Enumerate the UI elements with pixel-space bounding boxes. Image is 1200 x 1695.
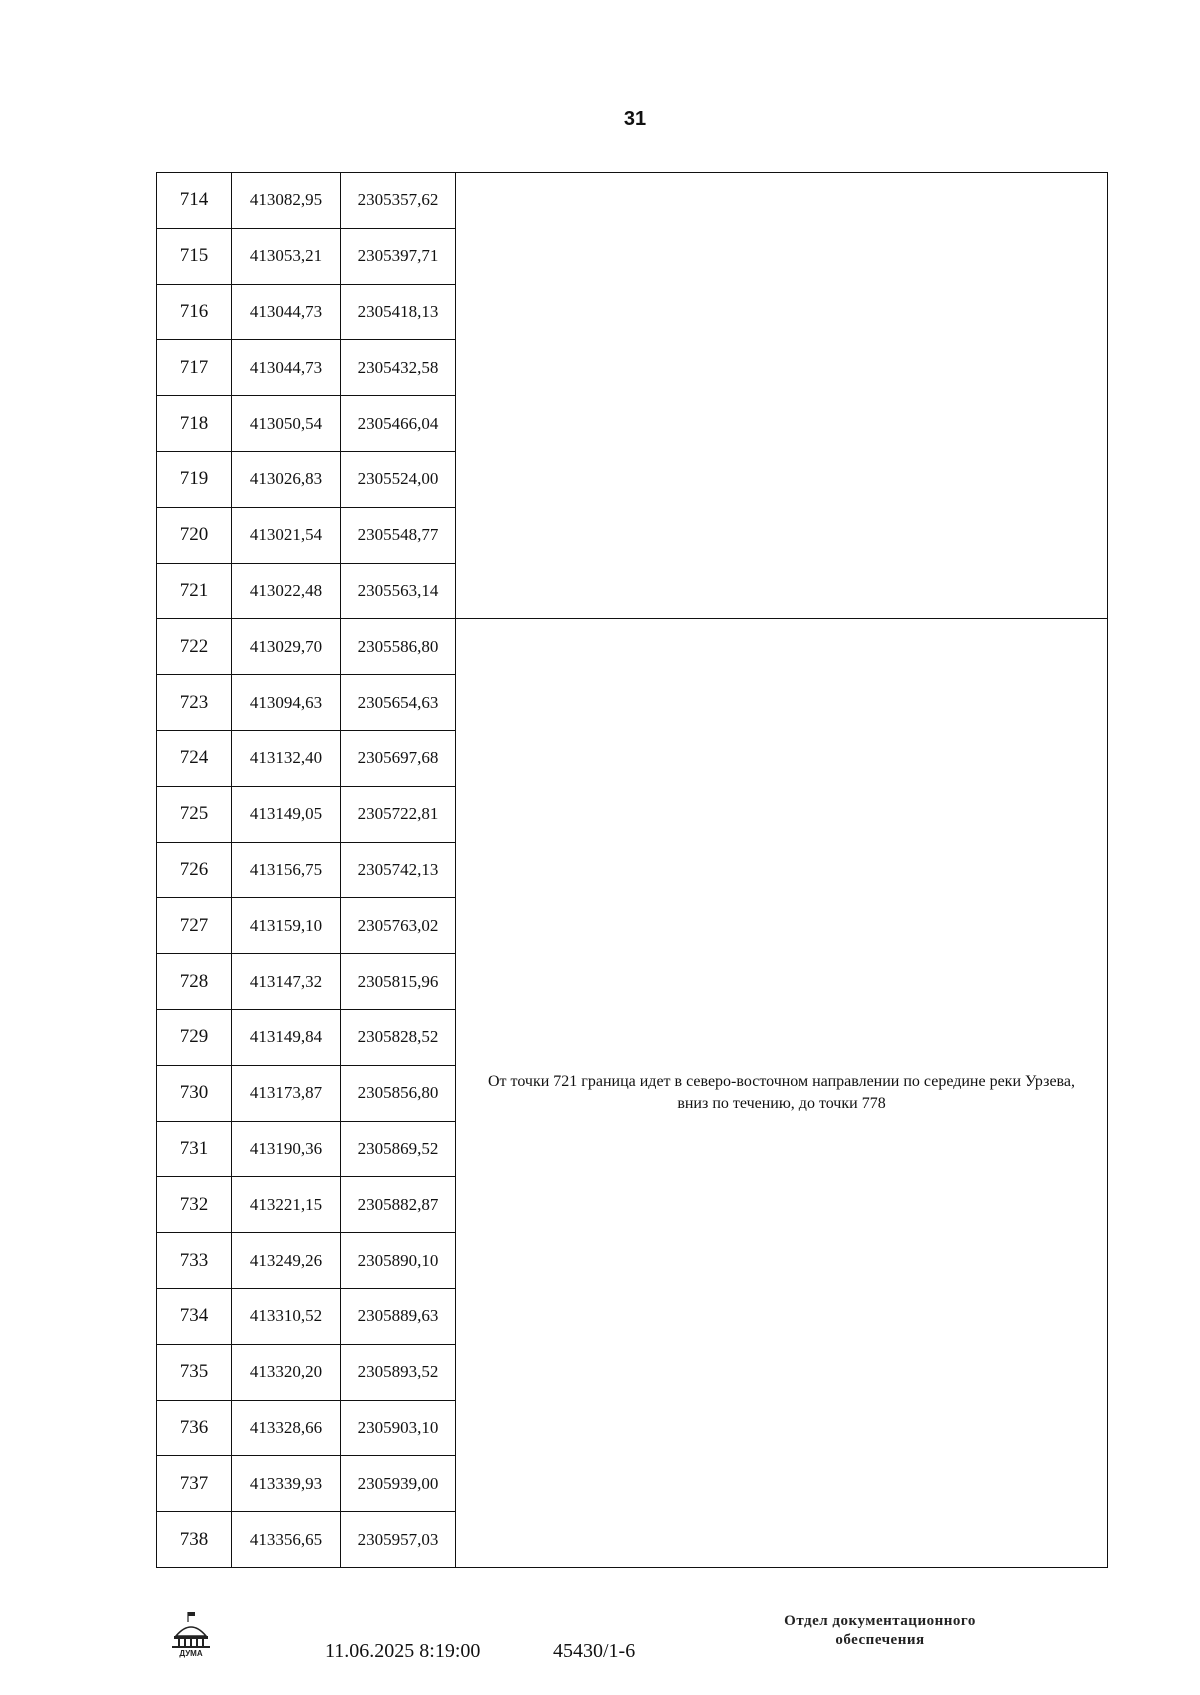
x-coordinate-cell: 413029,70 [232,619,341,675]
y-coordinate-cell: 2305890,10 [341,1233,456,1289]
y-coordinate-cell: 2305697,68 [341,730,456,786]
stamp-line-2: обеспечения [835,1632,925,1648]
point-number-cell: 730 [157,1065,232,1121]
y-coordinate-cell: 2305563,14 [341,563,456,619]
point-number-cell: 716 [157,284,232,340]
y-coordinate-cell: 2305548,77 [341,507,456,563]
y-coordinate-cell: 2305903,10 [341,1400,456,1456]
page-number: 31 [623,108,647,130]
coordinates-table-body [157,173,1108,1568]
x-coordinate-cell: 413190,36 [232,1121,341,1177]
table-row [157,619,1108,675]
x-coordinate-cell: 413082,95 [232,173,341,229]
x-coordinate-cell: 413026,83 [232,451,341,507]
stamp-line-1: Отдел документационного [784,1613,976,1629]
point-number-cell: 725 [157,786,232,842]
y-coordinate-cell: 2305654,63 [341,675,456,731]
table-row [157,173,1108,229]
x-coordinate-cell: 413022,48 [232,563,341,619]
point-number-cell: 728 [157,954,232,1010]
point-number-cell: 724 [157,730,232,786]
y-coordinate-cell: 2305418,13 [341,284,456,340]
point-number-cell: 732 [157,1177,232,1233]
x-coordinate-cell: 413094,63 [232,675,341,731]
x-coordinate-cell: 413159,10 [232,898,341,954]
y-coordinate-cell: 2305524,00 [341,451,456,507]
point-number-cell: 733 [157,1233,232,1289]
point-number-cell: 737 [157,1456,232,1512]
x-coordinate-cell: 413050,54 [232,396,341,452]
y-coordinate-cell: 2305586,80 [341,619,456,675]
point-number-cell: 729 [157,1009,232,1065]
x-coordinate-cell: 413310,52 [232,1288,341,1344]
x-coordinate-cell: 413173,87 [232,1065,341,1121]
x-coordinate-cell: 413221,15 [232,1177,341,1233]
y-coordinate-cell: 2305893,52 [341,1344,456,1400]
duma-logo-icon [168,1610,214,1658]
point-number-cell: 727 [157,898,232,954]
y-coordinate-cell: 2305856,80 [341,1065,456,1121]
point-number-cell: 722 [157,619,232,675]
x-coordinate-cell: 413147,32 [232,954,341,1010]
department-stamp [730,1612,1030,1650]
x-coordinate-cell: 413156,75 [232,842,341,898]
point-number-cell: 721 [157,563,232,619]
x-coordinate-cell: 413149,84 [232,1009,341,1065]
x-coordinate-cell: 413132,40 [232,730,341,786]
point-number-cell: 719 [157,451,232,507]
y-coordinate-cell: 2305722,81 [341,786,456,842]
boundary-description-cell: От точки 721 граница идет в северо-восточном направлении по середине реки Урзева, вниз по течению, до точки 778 [456,619,1108,1568]
y-coordinate-cell: 2305957,03 [341,1512,456,1568]
y-coordinate-cell: 2305828,52 [341,1009,456,1065]
y-coordinate-cell: 2305939,00 [341,1456,456,1512]
x-coordinate-cell: 413044,73 [232,340,341,396]
footer-doc-number: 45430/1-6 [553,1640,636,1662]
boundary-description-cell [456,173,1108,619]
coordinates-table [156,172,1108,1568]
point-number-cell: 738 [157,1512,232,1568]
y-coordinate-cell: 2305882,87 [341,1177,456,1233]
x-coordinate-cell: 413044,73 [232,284,341,340]
y-coordinate-cell: 2305357,62 [341,173,456,229]
point-number-cell: 720 [157,507,232,563]
point-number-cell: 723 [157,675,232,731]
x-coordinate-cell: 413021,54 [232,507,341,563]
point-number-cell: 714 [157,173,232,229]
y-coordinate-cell: 2305889,63 [341,1288,456,1344]
x-coordinate-cell: 413249,26 [232,1233,341,1289]
y-coordinate-cell: 2305466,04 [341,396,456,452]
point-number-cell: 717 [157,340,232,396]
x-coordinate-cell: 413149,05 [232,786,341,842]
x-coordinate-cell: 413320,20 [232,1344,341,1400]
duma-logo-text: ДУМА [179,1649,203,1658]
footer-date: 11.06.2025 8:19:00 [325,1640,481,1662]
y-coordinate-cell: 2305763,02 [341,898,456,954]
point-number-cell: 731 [157,1121,232,1177]
x-coordinate-cell: 413339,93 [232,1456,341,1512]
point-number-cell: 726 [157,842,232,898]
y-coordinate-cell: 2305815,96 [341,954,456,1010]
point-number-cell: 736 [157,1400,232,1456]
point-number-cell: 715 [157,228,232,284]
point-number-cell: 734 [157,1288,232,1344]
x-coordinate-cell: 413328,66 [232,1400,341,1456]
point-number-cell: 735 [157,1344,232,1400]
y-coordinate-cell: 2305869,52 [341,1121,456,1177]
point-number-cell: 718 [157,396,232,452]
x-coordinate-cell: 413356,65 [232,1512,341,1568]
y-coordinate-cell: 2305742,13 [341,842,456,898]
y-coordinate-cell: 2305432,58 [341,340,456,396]
y-coordinate-cell: 2305397,71 [341,228,456,284]
x-coordinate-cell: 413053,21 [232,228,341,284]
